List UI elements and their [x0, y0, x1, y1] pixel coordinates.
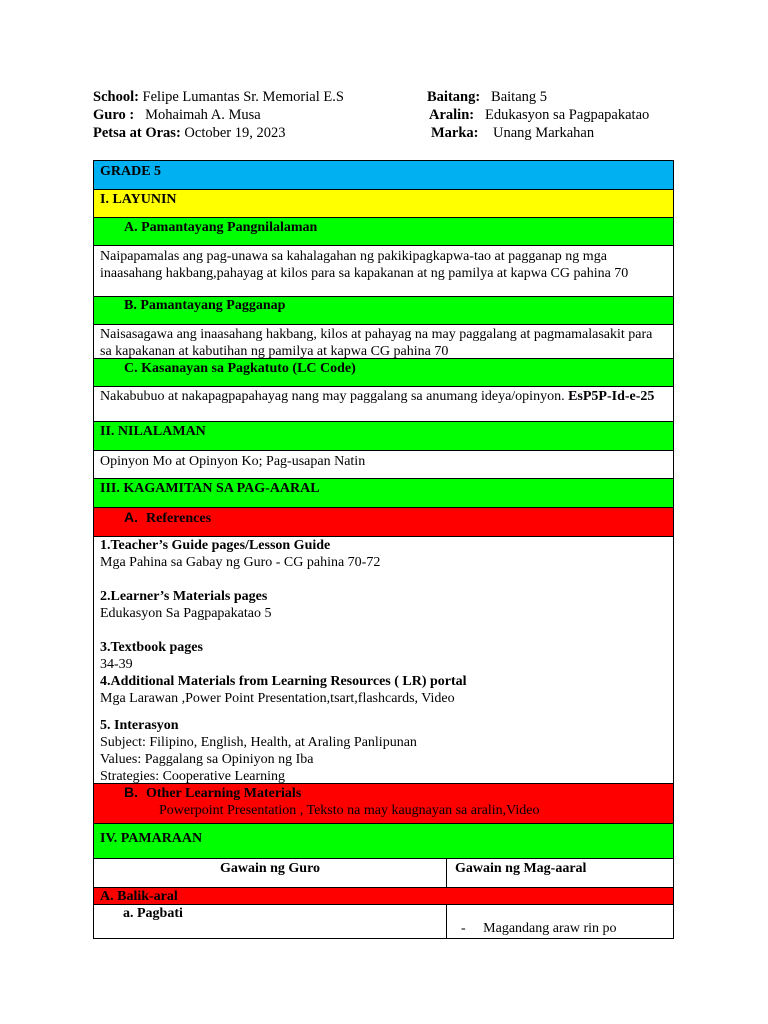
- columns-header-row: [94, 859, 673, 888]
- response-dash: -: [461, 921, 466, 936]
- pamaraan-heading: IV. PAMARAAN: [100, 831, 203, 846]
- kasanayan-text: Nakabubuo at nakapagpapahayag nang may paggalang sa anumang ideya/opinyon.: [100, 389, 565, 404]
- nilalaman-text-row: [94, 451, 673, 479]
- pangnilalaman-text-row: [94, 246, 673, 297]
- pagbati-row: [94, 905, 673, 938]
- other-materials-letter: B.: [124, 784, 138, 800]
- pangnilalaman-heading: A. Pamantayang Pangnilalaman: [124, 220, 318, 235]
- layunin-row: [94, 190, 673, 218]
- references-letter: A.: [124, 509, 138, 525]
- ref2-text: Edukasyon Sa Pagpapakatao 5: [100, 606, 272, 621]
- pamaraan-row: [94, 824, 673, 859]
- lesson-plan-table: [93, 160, 674, 939]
- ref1-title: 1.Teacher’s Guide pages/Lesson Guide: [100, 538, 331, 553]
- ref5-title: 5. Interasyon: [100, 718, 179, 733]
- ref3-title: 3.Textbook pages: [100, 640, 203, 655]
- baitang-value: Baitang 5: [491, 89, 548, 105]
- school-value: Felipe Lumantas Sr. Memorial E.S: [142, 89, 344, 105]
- school-line: [93, 88, 344, 106]
- kasanayan-text-row: [94, 387, 673, 422]
- kasanayan-row: [94, 359, 673, 387]
- ref4-title: 4.Additional Materials from Learning Resources ( LR) portal: [100, 674, 467, 689]
- school-label: School:: [93, 89, 139, 105]
- pagganap-text-row: [94, 325, 673, 359]
- nilalaman-row: [94, 422, 673, 451]
- kagamitan-row: [94, 479, 673, 508]
- marka-value: Unang Markahan: [493, 125, 595, 141]
- references-row: [94, 508, 673, 537]
- nilalaman-text: Opinyon Mo at Opinyon Ko; Pag-usapan Natin: [100, 454, 366, 469]
- ref5-subject: Subject: Filipino, English, Health, at Araling Panlipunan: [100, 735, 417, 750]
- pangnilalaman-row: [94, 218, 673, 246]
- pagganap-row: [94, 297, 673, 325]
- guro-label: Guro :: [93, 107, 135, 123]
- pagganap-text: Naisasagawa ang inaasahang hakbang, kilos at pahayag na may paggalang at pagmamalasakit para sa kapakanan at kabutihan ng pamilya at kapwa CG pahina 70: [100, 327, 653, 359]
- pagbati-cell: a. Pagbati: [94, 905, 447, 938]
- other-materials-row: [94, 784, 673, 824]
- references-heading: References: [146, 511, 212, 526]
- aralin-label: Aralin:: [429, 107, 475, 123]
- kagamitan-heading: III. KAGAMITAN SA PAG-AARAL: [100, 481, 320, 496]
- ref1-text: Mga Pahina sa Gabay ng Guro - CG pahina 70-72: [100, 555, 381, 570]
- aralin-value: Edukasyon sa Pagpapakatao: [484, 107, 650, 123]
- ref4-text: Mga Larawan ,Power Point Presentation,tsart,flashcards, Video: [100, 691, 455, 706]
- balik-aral-heading: A. Balik-aral: [100, 889, 178, 904]
- balik-aral-row: [94, 888, 673, 905]
- other-materials-text: Powerpoint Presentation , Teksto na may kaugnayan sa aralin,Video: [159, 803, 540, 818]
- ref3-text: 34-39: [100, 657, 133, 672]
- pangnilalaman-text: Naipapamalas ang pag-unawa sa kahalagahan ng pakikipagkapwa-tao at pagganap ng mga inaasahang hakbang,pahayag at kilos para sa kapakanan at ng pamilya at kapwa CG pahina 70: [100, 249, 629, 281]
- marka-label: Marka:: [431, 125, 479, 141]
- kasanayan-heading: C. Kasanayan sa Pagkatuto (LC Code): [124, 361, 356, 376]
- layunin-heading: I. LAYUNIN: [100, 192, 177, 207]
- guro-value: Mohaimah A. Musa: [145, 107, 261, 123]
- references-body: [94, 537, 673, 784]
- col-magaaral-header: Gawain ng Mag-aaral: [455, 861, 587, 876]
- other-materials-heading: Other Learning Materials: [146, 786, 302, 801]
- marka-line: [431, 124, 594, 142]
- ref5-values: Values: Paggalang sa Opiniyon ng Iba: [100, 752, 314, 767]
- grade-label: GRADE 5: [100, 164, 162, 179]
- guro-line: [93, 106, 261, 124]
- petsa-label: Petsa at Oras:: [93, 125, 181, 141]
- col-guro-header: Gawain ng Guro: [94, 859, 447, 887]
- baitang-line: [427, 88, 547, 106]
- response-cell: [447, 905, 673, 938]
- ref5-strategies: Strategies: Cooperative Learning: [100, 769, 286, 784]
- response-text: Magandang araw rin po: [483, 921, 617, 936]
- ref2-title: 2.Learner’s Materials pages: [100, 589, 268, 604]
- pagganap-heading: B. Pamantayang Pagganap: [124, 298, 286, 313]
- petsa-value: October 19, 2023: [184, 125, 286, 141]
- aralin-line: [429, 106, 649, 124]
- baitang-label: Baitang:: [427, 89, 481, 105]
- grade-row: [94, 161, 673, 190]
- kasanayan-code: EsP5P-Id-e-25: [568, 389, 655, 404]
- petsa-line: [93, 124, 285, 142]
- nilalaman-heading: II. NILALAMAN: [100, 424, 206, 439]
